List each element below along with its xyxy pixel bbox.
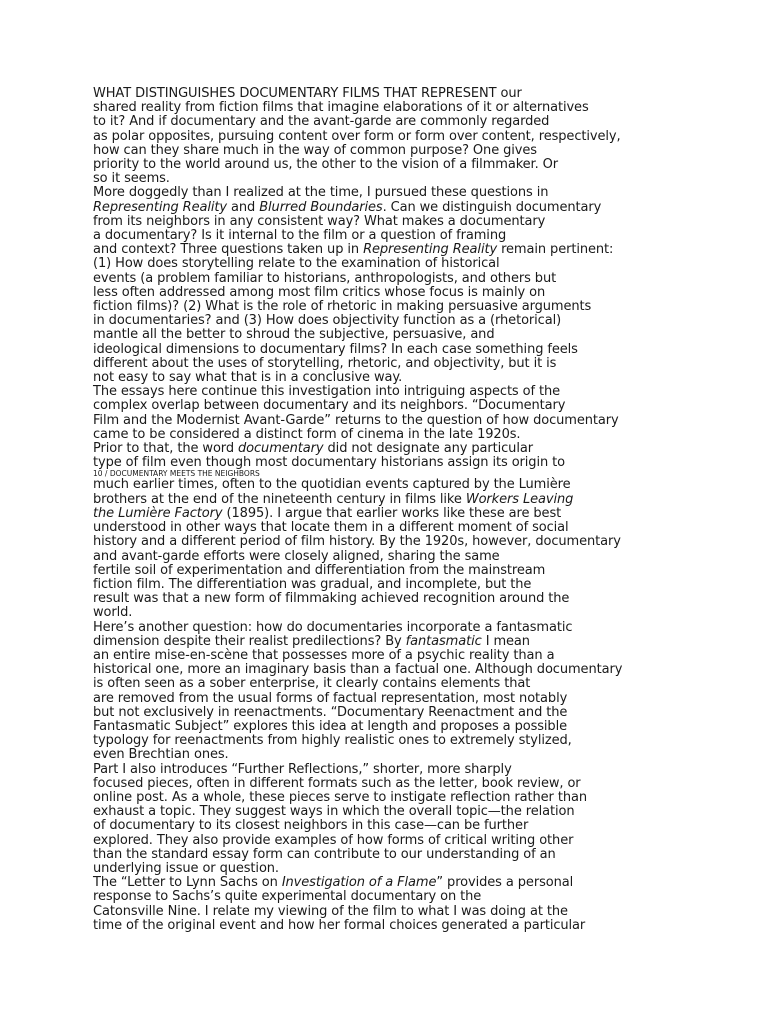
text-line [93,777,733,791]
text-line [93,706,733,720]
text-line [93,507,733,521]
text-line [93,919,733,933]
text-line [93,535,733,549]
text-line [93,243,733,257]
text-line [93,663,733,677]
text-line [93,734,733,748]
text-segment: came to be considered a distinct form of cinema in the late 1920s. [93,426,521,442]
text-segment: history and a different period of film history. By the 1920s, however, documentary [93,534,621,550]
text-segment: not easy to say what that is in a conclusive way. [93,370,403,386]
text-segment: as polar opposites, pursuing content over form or form over content, respectively, [93,128,621,144]
text-segment: explored. They also provide examples of how forms of critical writing other [93,832,574,848]
text-line [93,115,733,129]
text-line [93,876,733,890]
text-line [93,592,733,606]
text-segment: than the standard essay form can contribute to our understanding of an [93,846,556,862]
text-segment: More doggedly than I realized at the time, I pursued these questions in [93,185,549,201]
text-line [93,905,733,919]
text-segment: events (a problem familiar to historians, anthropologists, and others but [93,270,557,286]
text-segment: . Can we distinguish documentary [382,199,602,215]
text-segment: Fantasmatic Subject” explores this idea at length and proposes a possible [93,718,567,734]
text-segment: priority to the world around us, the other to the vision of a filmmaker. Or [93,157,559,173]
document-page [93,87,733,933]
text-segment: different about the uses of storytelling, rhetoric, and objectivity, but it is [93,355,557,371]
text-segment: shared reality from fiction films that imagine elaborations of it or alternatives [93,100,589,116]
text-line [93,101,733,115]
text-segment: complex overlap between documentary and its neighbors. “Documentary [93,398,566,414]
italic-title: Workers Leaving [465,491,574,507]
text-line [93,819,733,833]
text-line [93,578,733,592]
text-segment: exhaust a topic. They suggest ways in which the overall topic—the relation [93,804,575,820]
text-line [93,862,733,876]
text-segment: The “Letter to Lynn Sachs on [93,875,282,891]
text-line [93,286,733,300]
text-segment: dimension despite their realist predilections? By [93,633,406,649]
text-segment: world. [93,605,133,621]
text-segment: even Brechtian ones. [93,747,229,763]
text-line [93,635,733,649]
text-segment: is often seen as a sober enterprise, it clearly contains elements that [93,676,531,692]
text-line [93,748,733,762]
italic-title: Blurred Boundaries [259,199,383,215]
text-segment: historical one, more an imaginary basis than a factual one. Although documentary [93,662,623,678]
text-segment: typology for reenactments from highly realistic ones to extremely stylized, [93,733,572,749]
text-line [93,649,733,663]
text-line [93,130,733,144]
text-line [93,564,733,578]
text-segment: fiction film. The differentiation was gradual, and incomplete, but the [93,576,532,592]
italic-title: documentary [238,441,324,457]
text-segment: to it? And if documentary and the avant-garde are commonly regarded [93,114,550,130]
text-segment: and context? Three questions taken up in [93,242,364,258]
text-line [93,215,733,229]
text-segment: how can they share much in the way of common purpose? One gives [93,142,537,158]
text-segment: fertile soil of experimentation and differentiation from the mainstream [93,562,546,578]
text-segment: underlying issue or question. [93,860,279,876]
text-segment: 10 / DOCUMENTARY MEETS THE NEIGHBORS [93,469,260,479]
text-line [93,314,733,328]
text-segment: a documentary? Is it internal to the film or a question of framing [93,228,507,244]
text-line [93,87,733,101]
text-segment: Catonsville Nine. I relate my viewing of the film to what I was doing at the [93,903,568,919]
text-segment: understood in other ways that locate them in a different moment of social [93,520,569,536]
text-segment: of documentary to its closest neighbors in this case—can be further [93,818,529,834]
text-segment: type of film even though most documentary historians assign its origin to [93,455,565,471]
text-segment: result was that a new form of filmmaking achieved recognition around the [93,591,570,607]
text-segment: and avant-garde efforts were closely aligned, sharing the same [93,548,500,564]
text-segment: so it seems. [93,171,170,187]
text-segment: Here’s another question: how do documentaries incorporate a fantasmatic [93,619,573,635]
text-line [93,158,733,172]
text-line [93,229,733,243]
text-segment: online post. As a whole, these pieces serve to instigate reflection rather than [93,789,587,805]
text-line [93,414,733,428]
italic-title: Representing Reality [93,199,227,215]
text-segment: I mean [481,633,530,649]
text-line [93,172,733,186]
text-line [93,521,733,535]
text-line [93,720,733,734]
text-segment: WHAT DISTINGUISHES DOCUMENTARY FILMS THAT REPRESENT our [93,86,522,101]
text-segment: brothers at the end of the nineteenth century in films like [93,491,466,507]
text-line [93,385,733,399]
text-segment: Part I also introduces “Further Reflections,” shorter, more sharply [93,761,512,777]
text-line [93,606,733,620]
text-segment: mantle all the better to shroud the subjective, persuasive, and [93,327,495,343]
text-line [93,763,733,777]
text-segment: The essays here continue this investigation into intriguing aspects of the [93,384,561,400]
text-segment: ideological dimensions to documentary films? In each case something feels [93,341,578,357]
text-segment: Prior to that, the word [93,441,238,457]
text-segment: ” provides a personal [436,875,574,891]
text-line [93,428,733,442]
text-segment: Film and the Modernist Avant-Garde” returns to the question of how documentary [93,412,619,428]
text-segment: remain pertinent: [497,242,614,258]
text-line [93,300,733,314]
text-line [93,692,733,706]
text-segment: (1895). I argue that earlier works like these are best [222,505,562,521]
italic-title: fantasmatic [405,633,482,649]
text-line [93,144,733,158]
text-line [93,478,733,492]
text-segment: fiction films)? (2) What is the role of rhetoric in making persuasive arguments [93,299,592,315]
text-segment: much earlier times, often to the quotidian events captured by the Lumière [93,477,571,493]
text-line [93,848,733,862]
text-line [93,550,733,564]
text-segment: time of the original event and how her formal choices generated a particular [93,917,586,933]
text-segment: focused pieces, often in different formats such as the letter, book review, or [93,775,581,791]
text-line [93,890,733,904]
text-segment: an entire mise-en-scène that possesses more of a psychic reality than a [93,647,555,663]
text-line [93,834,733,848]
text-segment: did not designate any particular [323,441,533,457]
italic-title: the Lumière Factory [93,505,223,521]
text-line [93,257,733,271]
text-line [93,272,733,286]
text-line [93,328,733,342]
text-line [93,791,733,805]
text-line [93,621,733,635]
text-line [93,399,733,413]
text-line [93,201,733,215]
text-segment: (1) How does storytelling relate to the examination of historical [93,256,500,272]
text-line [93,442,733,456]
text-segment: less often addressed among most film critics whose focus is mainly on [93,284,546,300]
text-segment: are removed from the usual forms of factual representation, most notably [93,690,568,706]
text-line [93,456,733,470]
italic-title: Representing Reality [363,242,498,258]
text-segment: in documentaries? and (3) How does objectivity function as a (rhetorical) [93,313,562,329]
text-line [93,186,733,200]
text-segment: but not exclusively in reenactments. “Documentary Reenactment and the [93,704,568,720]
italic-title: Investigation of a Flame [281,875,437,891]
text-line [93,493,733,507]
text-segment: and [226,199,260,215]
text-segment: response to Sachs’s quite experimental documentary on the [93,889,482,905]
text-line [93,357,733,371]
text-line [93,371,733,385]
text-line [93,805,733,819]
text-segment: from its neighbors in any consistent way? What makes a documentary [93,213,546,229]
text-line [93,677,733,691]
text-line [93,343,733,357]
